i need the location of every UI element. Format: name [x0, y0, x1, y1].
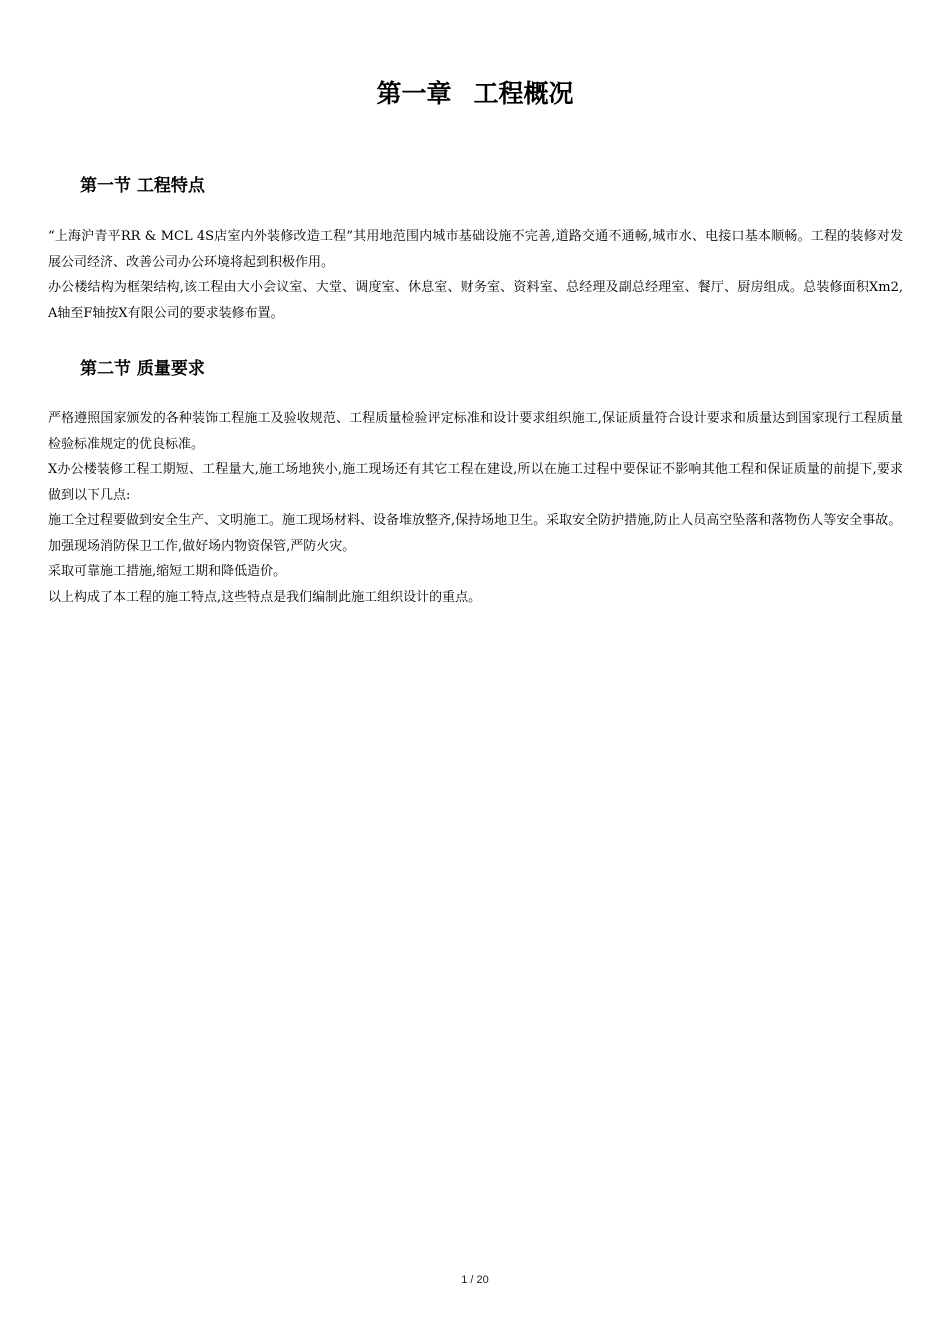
- chapter-number: 第一章: [376, 79, 452, 108]
- paragraph: 施工全过程要做到安全生产、文明施工。施工现场材料、设备堆放整齐,保持场地卫生。采取安全防护措施,防止人员高空坠落和落物伤人等安全事故。: [48, 513, 902, 528]
- paragraph: 以上构成了本工程的施工特点,这些特点是我们编制此施工组织设计的重点。: [48, 589, 482, 605]
- paragraph: “上海沪青平RR & MCL 4S店室内外装修改造工程”其用地范围内城市基础设施不完善,道路交通不通畅,城市水、电接口基本顺畅。工程的装修对发展公司经济、改善公司办公环境将起到积极作用。: [48, 229, 903, 270]
- paragraph: 严格遵照国家颁发的各种装饰工程施工及验收规范、工程质量检验评定标准和设计要求组织施工,保证质量符合设计要求和质量达到国家现行工程质量检验标准规定的优良标准。: [48, 411, 903, 452]
- section-title-quality: 第二节 质量要求: [80, 359, 205, 379]
- page-number: 1 / 20: [461, 1274, 489, 1286]
- chapter-name: 工程概况: [473, 79, 574, 108]
- section-title-features: 第一节 工程特点: [80, 176, 205, 196]
- chapter-title: [0, 74, 950, 110]
- paragraph: 加强现场消防保卫工作,做好场内物资保管,严防火灾。: [48, 538, 356, 554]
- section-body-features: [48, 224, 903, 326]
- paragraph: X办公楼装修工程工期短、工程量大,施工场地狭小,施工现场还有其它工程在建设,所以在施工过程中要保证不影响其他工程和保证质量的前提下,要求做到以下几点:: [48, 462, 903, 503]
- paragraph: 采取可靠施工措施,缩短工期和降低造价。: [48, 564, 287, 579]
- section-body-quality: [48, 406, 903, 610]
- paragraph: 办公楼结构为框架结构,该工程由大小会议室、大堂、调度室、休息室、财务室、资料室、总经理及副总经理室、餐厅、厨房组成。总装修面积Xm2, A轴至F轴按X有限公司的要求装修布置。: [48, 280, 903, 321]
